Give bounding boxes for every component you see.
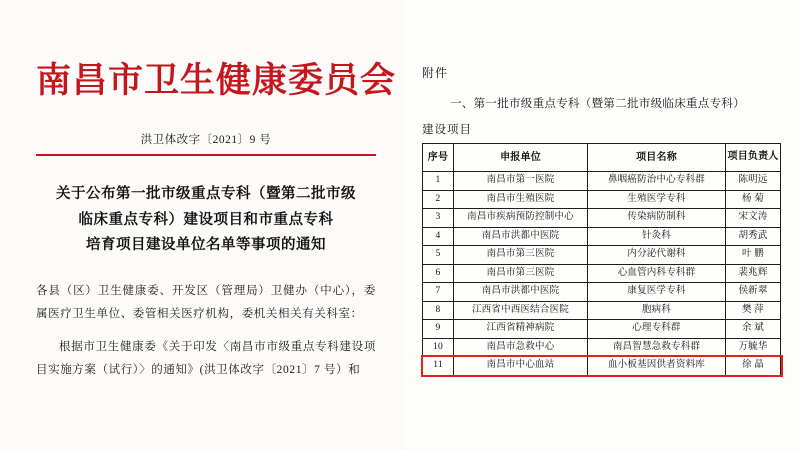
- table-row: [423, 301, 781, 320]
- cell-project: 鼻咽癌防治中心专科群: [588, 172, 726, 191]
- cell-leader: 侯新翠: [726, 283, 781, 302]
- table-body: [423, 172, 781, 376]
- cell-leader: 杨 菊: [726, 190, 781, 209]
- cell-index: 5: [423, 246, 454, 265]
- cell-leader: 樊 萍: [726, 301, 781, 320]
- cell-leader: 陈明远: [726, 172, 781, 191]
- cell-unit: 南昌市第一医院: [454, 172, 588, 191]
- cell-project: 心血管内科专科群: [588, 264, 726, 283]
- cell-unit: 南昌市疾病预防控制中心: [454, 209, 588, 228]
- document-title: [36, 182, 376, 258]
- cell-unit: 南昌市洪都中医院: [454, 227, 588, 246]
- red-separator-rule: [36, 154, 376, 156]
- cell-project: 传染病防制科: [588, 209, 726, 228]
- table-row: [423, 246, 781, 265]
- right-document-panel: [404, 0, 800, 450]
- cell-leader: 万毓华: [726, 338, 781, 357]
- attachment-subheading: 建设项目: [422, 124, 472, 136]
- table-row: [423, 172, 781, 191]
- cell-index: 8: [423, 301, 454, 320]
- table-row: [423, 264, 781, 283]
- cell-unit: 南昌市第三医院: [454, 264, 588, 283]
- cell-leader: 胡秀武: [726, 227, 781, 246]
- cell-index: 7: [423, 283, 454, 302]
- cell-leader: 余 斌: [726, 320, 781, 339]
- body-paragraph-basis: 根据市卫生健康委《关于印发〈南昌市市级重点专科建设项目实施方案（试行）〉的通知》(洪卫体改字〔2021〕7 号）和: [36, 341, 376, 377]
- table-row: [423, 227, 781, 246]
- cell-project: 康复医学专科: [588, 283, 726, 302]
- table-row: [423, 320, 781, 339]
- body-paragraph-recipients: 各县（区）卫生健康委、开发区（管理局）卫健办（中心），委属医疗卫生单位、委管相关医疗机构，委机关相关有关科室：: [36, 285, 376, 321]
- cell-unit: 江西省精神病院: [454, 320, 588, 339]
- table-header-row: [423, 144, 781, 172]
- cell-index: 3: [423, 209, 454, 228]
- cell-project: 南昌智慧急救专科群: [588, 338, 726, 357]
- cell-index: 2: [423, 190, 454, 209]
- cell-unit: 南昌市中心血站: [454, 357, 588, 376]
- issuing-organization-title: 南昌市卫生健康委员会: [36, 61, 397, 100]
- table-row: [423, 190, 781, 209]
- key-specialty-table: [422, 143, 781, 376]
- cell-leader: 宋文涛: [726, 209, 781, 228]
- cell-project: 生殖医学专科: [588, 190, 726, 209]
- column-header-index: 序号: [423, 144, 454, 172]
- table-header: [423, 144, 781, 172]
- column-header-unit: 申报单位: [454, 144, 588, 172]
- table-row: [423, 283, 781, 302]
- cell-project: 血小板基因供者资料库: [588, 357, 726, 376]
- document-number: 洪卫体改字〔2021〕9 号: [140, 134, 272, 147]
- table-row: [423, 338, 781, 357]
- cell-project: 针灸科: [588, 227, 726, 246]
- cell-index: 4: [423, 227, 454, 246]
- document-title-line-2: 临床重点专科）建设项目和市重点专科: [78, 211, 334, 228]
- cell-unit: 南昌市急救中心: [454, 338, 588, 357]
- cell-leader: 徐 晶: [726, 357, 781, 376]
- cell-index: 9: [423, 320, 454, 339]
- document-title-line-3: 培育项目建设单位名单等事项的通知: [86, 237, 326, 253]
- document-body: [36, 280, 376, 382]
- cell-project: 内分泌代谢科: [588, 246, 726, 265]
- cell-unit: 南昌市第三医院: [454, 246, 588, 265]
- cell-unit: 南昌市生殖医院: [454, 190, 588, 209]
- document-title-line-1: 关于公布第一批市级重点专科（暨第二批市级: [56, 186, 356, 203]
- cell-project: 心理专科群: [588, 320, 726, 339]
- attachment-label: 附件: [422, 66, 449, 80]
- cell-project: 胞病科: [588, 301, 726, 320]
- column-header-leader: 项目负责人: [726, 144, 781, 172]
- cell-index: 6: [423, 264, 454, 283]
- cell-leader: 叶 鹏: [726, 246, 781, 265]
- cell-index: 1: [423, 172, 454, 191]
- table-row: [423, 209, 781, 228]
- attachment-heading: 一、第一批市级重点专科（暨第二批市级临床重点专科）: [450, 98, 745, 110]
- cell-leader: 裴兆辉: [726, 264, 781, 283]
- cell-index: 10: [423, 338, 454, 357]
- cell-unit: 南昌市洪都中医院: [454, 283, 588, 302]
- column-header-project: 项目名称: [588, 144, 726, 172]
- table-row: [423, 357, 781, 376]
- cell-index: 11: [423, 357, 454, 376]
- cell-unit: 江西省中西医结合医院: [454, 301, 588, 320]
